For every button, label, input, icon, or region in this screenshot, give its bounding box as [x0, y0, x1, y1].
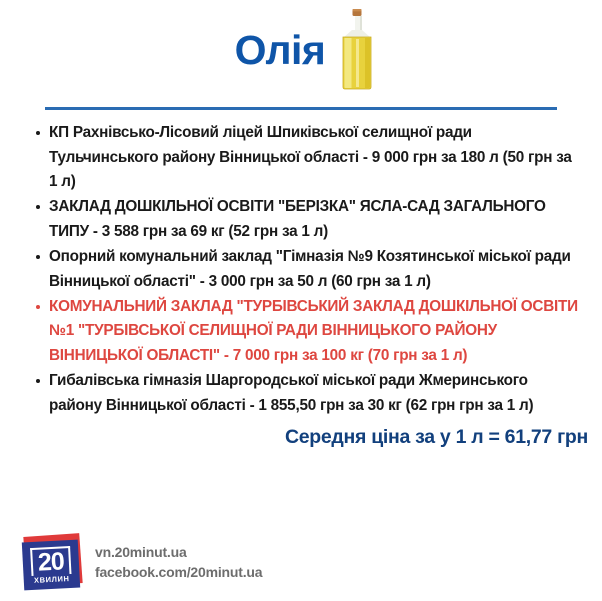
page-header	[0, 0, 602, 100]
list-item: ЗАКЛАД ДОШКІЛЬНОЇ ОСВІТИ "БЕРІЗКА" ЯСЛА-САД ЗАГАЛЬНОГО ТИПУ - 3 588 грн за 69 кг (52 грн за 1 л)	[36, 195, 580, 244]
price-list	[0, 116, 602, 418]
list-item-highlighted: КОМУНАЛЬНИЙ ЗАКЛАД "ТУРБІВСЬКИЙ ЗАКЛАД ДОШКІЛЬНОЇ ОСВІТИ №1 "ТУРБІВСЬКОЇ СЕЛИЩНОЇ РАДИ ВІННИЦЬКОГО РАЙОНУ ВІННИЦЬКОЇ ОБЛАСТІ" - 7 000 грн за 100 кг (70 грн за 1 л)	[36, 295, 580, 369]
list-item: Гибалівська гімназія Шаргородської міської ради Жмеринського району Вінницької області - 1 855,50 грн за 30 кг (62 грн грн за 1 л)	[36, 369, 580, 418]
brand-logo	[22, 533, 84, 591]
facebook-link[interactable]: facebook.com/20minut.ua	[95, 564, 263, 580]
header-divider	[0, 100, 602, 116]
list-item: КП Рахнівсько-Лісовий ліцей Шпиківської селищної ради Тульчинського району Вінницької області - 9 000 грн за 180 л (50 грн за 1 л)	[36, 121, 580, 195]
list-item: Опорний комунальний заклад "Гімназія №9 Козятинської міської ради Вінницької області" - 3 000 грн за 50 л (60 грн за 1 л)	[36, 245, 580, 294]
logo-number: 20	[30, 546, 71, 576]
average-price-label: Середня ціна за у 1 л = 61,77 грн	[284, 426, 588, 449]
footer	[22, 533, 262, 591]
oil-bottle-icon	[335, 8, 379, 92]
page-title: Олія	[234, 26, 326, 73]
logo-word: ХВИЛИН	[33, 573, 70, 585]
site-link[interactable]: vn.20minut.ua	[95, 544, 187, 560]
logo-blue-shape	[22, 540, 80, 591]
